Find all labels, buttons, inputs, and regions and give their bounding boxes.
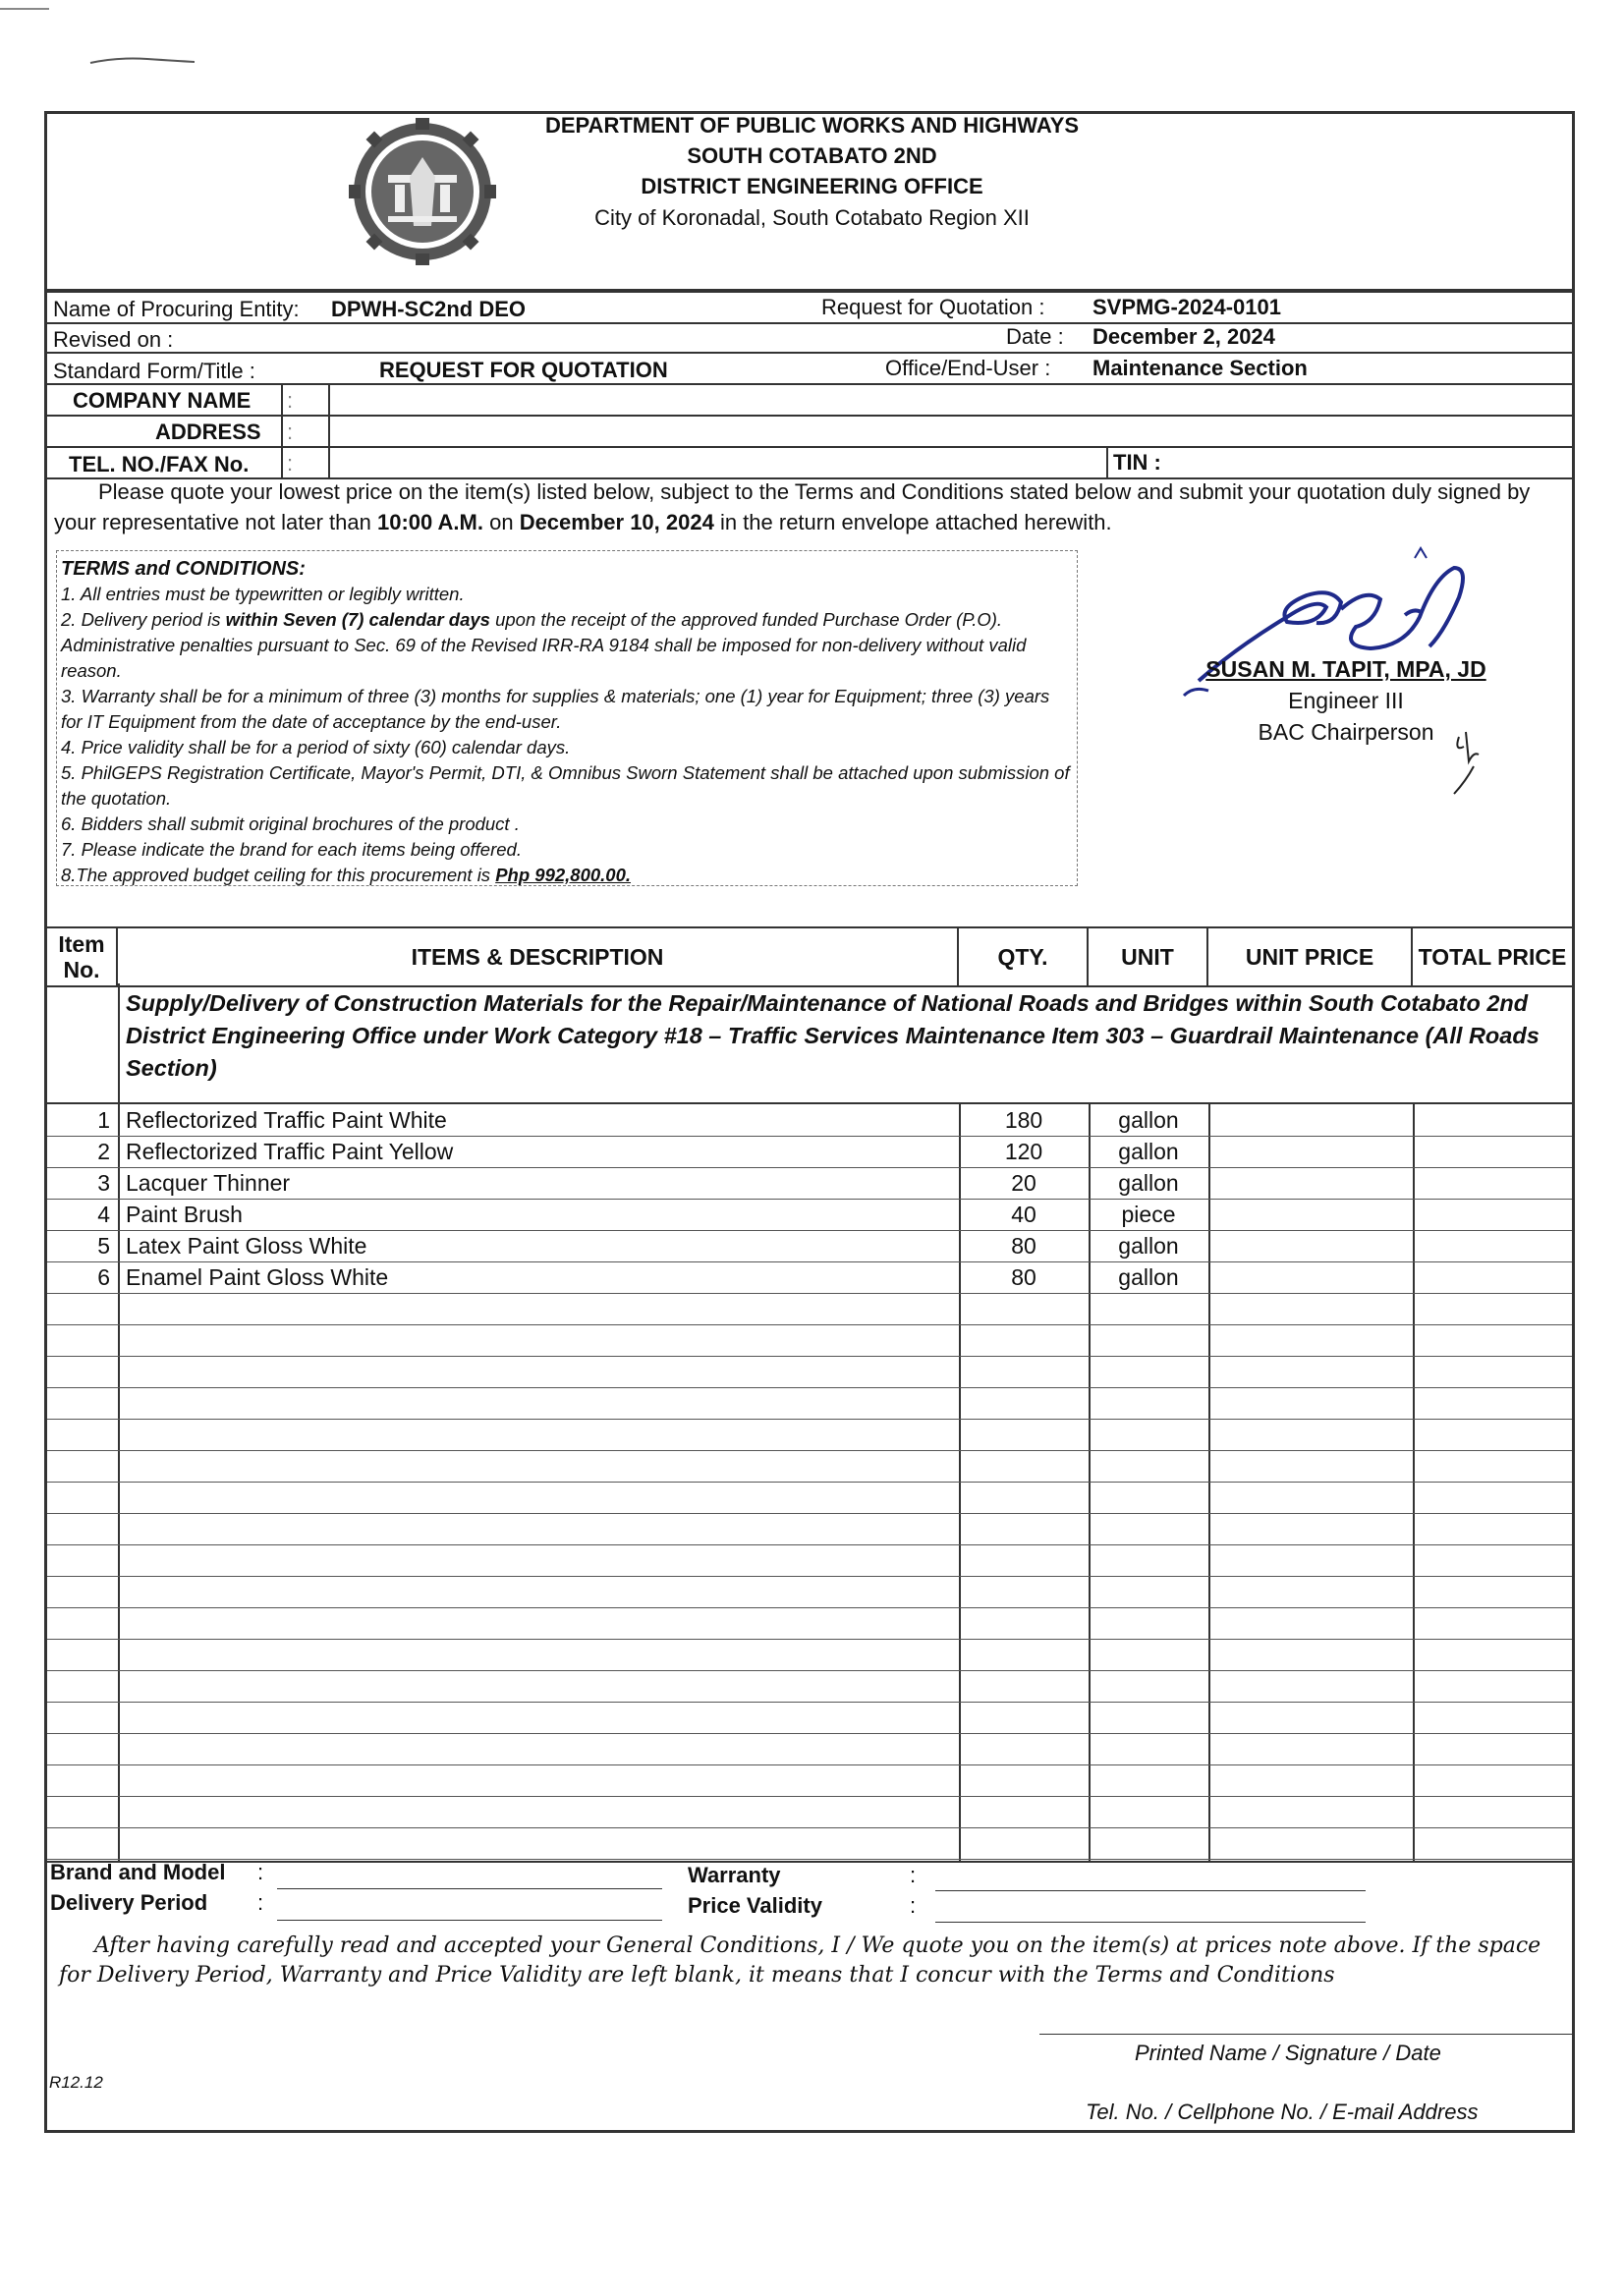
item-number: 1 (97, 1107, 110, 1133)
item-description: Paint Brush (126, 1202, 243, 1227)
district-name: SOUTH COTABATO 2ND (687, 143, 937, 168)
header-description: ITEMS & DESCRIPTION (118, 928, 959, 985)
term-1: 1. All entries must be typewritten or legibly written. (61, 584, 465, 604)
total-price-field[interactable] (1413, 1104, 1572, 1136)
signatory-name: SUSAN M. TAPIT, MPA, JD (1205, 656, 1486, 682)
price-validity-label: Price Validity (688, 1893, 822, 1918)
warranty-colon: : (910, 1863, 917, 1887)
empty-table-row (47, 1293, 1572, 1325)
term-6: 6. Bidders shall submit original brochures of the product . (61, 813, 520, 834)
printed-name-label: Printed Name / Signature / Date (1135, 2041, 1441, 2065)
table-row (47, 1104, 1572, 1137)
item-number: 5 (97, 1233, 110, 1259)
office-end-user-label: Office/End-User : (885, 356, 1051, 380)
term-2-a: 2. Delivery period is (61, 609, 226, 630)
brand-colon: : (257, 1860, 264, 1884)
term-8-a: 8.The approved budget ceiling for this procurement is (61, 865, 496, 885)
term-2-c: upon the receipt of the approved funded Purchase Order (P.O). Administrative penalties pursuant to Sec. 69 of the Revised IRR-RA 9184 shall be imposed for non-delivery without valid reason. (61, 609, 1027, 681)
item-number: 2 (97, 1139, 110, 1164)
procuring-entity-label: Name of Procuring Entity: (53, 297, 300, 321)
empty-table-row (47, 1733, 1572, 1765)
form-code: R12.12 (49, 2073, 103, 2092)
unit-price-field[interactable] (1208, 1261, 1413, 1293)
agency-name: DEPARTMENT OF PUBLIC WORKS AND HIGHWAYS (544, 113, 1080, 138)
tin-divider (1106, 448, 1108, 477)
rfq-label: Request for Quotation : (821, 295, 1045, 319)
pen-mark (88, 54, 196, 66)
empty-table-row (47, 1607, 1572, 1640)
empty-table-row (47, 1419, 1572, 1451)
date-label: Date : (1006, 324, 1064, 349)
item-description: Lacquer Thinner (126, 1170, 291, 1196)
empty-table-row (47, 1827, 1572, 1860)
item-qty: 180 (1004, 1107, 1043, 1133)
rfq-number: SVPMG-2024-0101 (1092, 295, 1281, 319)
header-item-no: Item No. (47, 928, 118, 985)
intro-text-1: Please quote your lowest price on the item(s) listed below, subject to the Terms and Conditions stated below and submit your quotation duly signed by your representative not later than (54, 479, 1531, 534)
item-number: 3 (97, 1170, 110, 1196)
empty-table-row (47, 1513, 1572, 1545)
term-4: 4. Price validity shall be for a period of sixty (60) calendar days. (61, 737, 571, 757)
company-name-label: COMPANY NAME (73, 388, 252, 413)
validity-colon: : (910, 1893, 917, 1918)
delivery-colon: : (257, 1890, 264, 1915)
initial-mark (1444, 727, 1493, 796)
item-description: Reflectorized Traffic Paint White (126, 1107, 447, 1133)
intro-text-2: on (482, 510, 520, 534)
office-end-user-value: Maintenance Section (1092, 356, 1308, 380)
company-colon: : (287, 388, 294, 413)
total-price-field[interactable] (1413, 1230, 1572, 1261)
term-2 (61, 607, 1073, 684)
item-unit: gallon (1118, 1139, 1179, 1164)
brand-model-label: Brand and Model (50, 1860, 226, 1884)
tel-fax-label: TEL. NO./FAX No. (69, 452, 250, 476)
empty-table-row (47, 1356, 1572, 1388)
signatory-position: Engineer III (1288, 688, 1404, 713)
contact-label: Tel. No. / Cellphone No. / E-mail Address (1086, 2100, 1479, 2124)
terms-title: TERMS and CONDITIONS: (61, 558, 306, 580)
item-unit: piece (1121, 1202, 1176, 1227)
signature-line[interactable] (1039, 2024, 1572, 2035)
item-qty: 120 (1004, 1139, 1043, 1164)
price-validity-field[interactable] (935, 1908, 1366, 1923)
total-price-field[interactable] (1413, 1199, 1572, 1230)
signatory-role: BAC Chairperson (1258, 719, 1434, 745)
header-total-price: TOTAL PRICE (1418, 943, 1567, 970)
info-row-revised (47, 322, 1572, 354)
empty-table-row (47, 1702, 1572, 1734)
empty-table-row (47, 1670, 1572, 1703)
item-description: Reflectorized Traffic Paint Yellow (126, 1139, 454, 1164)
intro-paragraph (54, 476, 1567, 537)
procuring-entity-value: DPWH-SC2nd DEO (331, 297, 526, 321)
unit-price-field[interactable] (1208, 1104, 1413, 1136)
unit-price-field[interactable] (1208, 1199, 1413, 1230)
company-name-field[interactable] (330, 385, 1572, 415)
header-qty: QTY. (959, 928, 1089, 985)
empty-table-row (47, 1450, 1572, 1483)
item-unit: gallon (1118, 1107, 1179, 1133)
term-5: 5. PhilGEPS Registration Certificate, Mayor's Permit, DTI, & Omnibus Sworn Statement shall be attached upon submission of the quotation. (61, 762, 1070, 809)
tel-fax-field[interactable] (330, 448, 1153, 477)
term-8 (61, 863, 1073, 888)
item-qty: 20 (1011, 1170, 1036, 1196)
total-price-field[interactable] (1413, 1261, 1572, 1293)
brand-model-field[interactable] (277, 1875, 662, 1889)
abc-amount: Php 992,800.00. (495, 865, 632, 885)
item-unit: gallon (1118, 1233, 1179, 1259)
office-location: City of Koronadal, South Cotabato Region XII (594, 205, 1030, 230)
empty-table-row (47, 1764, 1572, 1797)
table-row (47, 1136, 1572, 1168)
address-label: ADDRESS (155, 420, 261, 444)
address-field[interactable] (330, 417, 1572, 446)
item-number: 4 (97, 1202, 110, 1227)
items-table-header (47, 926, 1572, 987)
delivery-period-label: Delivery Period (50, 1890, 208, 1915)
colon-divider (328, 385, 330, 477)
header-unit: UNIT (1089, 928, 1208, 985)
intro-deadline: December 10, 2024 (519, 510, 714, 534)
warranty-field[interactable] (935, 1876, 1366, 1891)
empty-table-row (47, 1544, 1572, 1577)
info-row-form (47, 354, 1572, 385)
header-block (47, 114, 1572, 292)
info-row-procuring (47, 291, 1572, 324)
item-number: 6 (97, 1264, 110, 1290)
info-row-tel (47, 448, 1572, 479)
empty-table-row (47, 1576, 1572, 1608)
standard-form-label: Standard Form/Title : (53, 359, 255, 383)
header-unit-price: UNIT PRICE (1208, 928, 1413, 985)
info-row-address (47, 417, 1572, 448)
intro-time: 10:00 A.M. (376, 510, 483, 534)
office-name: DISTRICT ENGINEERING OFFICE (641, 174, 983, 198)
item-qty: 40 (1011, 1202, 1036, 1227)
unit-price-field[interactable] (1208, 1167, 1413, 1199)
total-price-field[interactable] (1413, 1136, 1572, 1167)
item-unit: gallon (1118, 1264, 1179, 1290)
item-unit: gallon (1118, 1170, 1179, 1196)
delivery-period-field[interactable] (277, 1906, 662, 1921)
item-qty: 80 (1011, 1264, 1036, 1290)
empty-table-row (47, 1639, 1572, 1671)
empty-table-row (47, 1796, 1572, 1828)
empty-table-row (47, 1387, 1572, 1420)
item-description: Latex Paint Gloss White (126, 1233, 367, 1259)
items-grid (47, 1102, 1572, 1863)
item-qty: 80 (1011, 1233, 1036, 1259)
total-price-field[interactable] (1413, 1167, 1572, 1199)
table-row (47, 1261, 1572, 1294)
address-colon: : (287, 420, 294, 444)
acceptance-statement: After having carefully read and accepted your General Conditions, I / We quote you on the item(s) at prices note above. If the space for Delivery Period, Warranty and Price Validity are left blank, it means that I concur with the Terms and Conditions (59, 1933, 1541, 1988)
tel-colon: : (287, 451, 294, 476)
intro-text-3: in the return envelope attached herewith. (713, 510, 1112, 534)
tin-label: TIN : (1113, 450, 1161, 475)
project-description: Supply/Delivery of Construction Materials for the Repair/Maintenance of National Roads and Bridges within South Cotabato 2nd District Engineering Office under Work Category #18 – Traffic Services Maintenance Item 303 – Guardrail Maintenance (All Roads Section) (126, 990, 1540, 1081)
empty-table-row (47, 1324, 1572, 1357)
term-3: 3. Warranty shall be for a minimum of three (3) months for supplies & materials; one (1) year for Equipment; three (3) years for IT Equipment from the date of acceptance by the end-user. (61, 686, 1050, 732)
terms-and-conditions-box (56, 550, 1078, 886)
empty-table-row (47, 1482, 1572, 1514)
warranty-label: Warranty (688, 1863, 781, 1887)
standard-form-value: REQUEST FOR QUOTATION (379, 358, 668, 382)
table-row (47, 1167, 1572, 1200)
term-2-b: within Seven (7) calendar days (225, 609, 490, 630)
tin-field[interactable] (1187, 448, 1572, 477)
label-divider (281, 385, 283, 477)
desc-left-border (118, 983, 120, 1102)
table-row (47, 1199, 1572, 1231)
item-description: Enamel Paint Gloss White (126, 1264, 389, 1290)
top-edge-line (0, 8, 49, 10)
unit-price-field[interactable] (1208, 1136, 1413, 1167)
info-row-company (47, 385, 1572, 417)
table-row (47, 1230, 1572, 1262)
term-7: 7. Please indicate the brand for each items being offered. (61, 839, 522, 860)
revised-on-label: Revised on : (53, 327, 174, 352)
date-value: December 2, 2024 (1092, 324, 1275, 349)
unit-price-field[interactable] (1208, 1230, 1413, 1261)
